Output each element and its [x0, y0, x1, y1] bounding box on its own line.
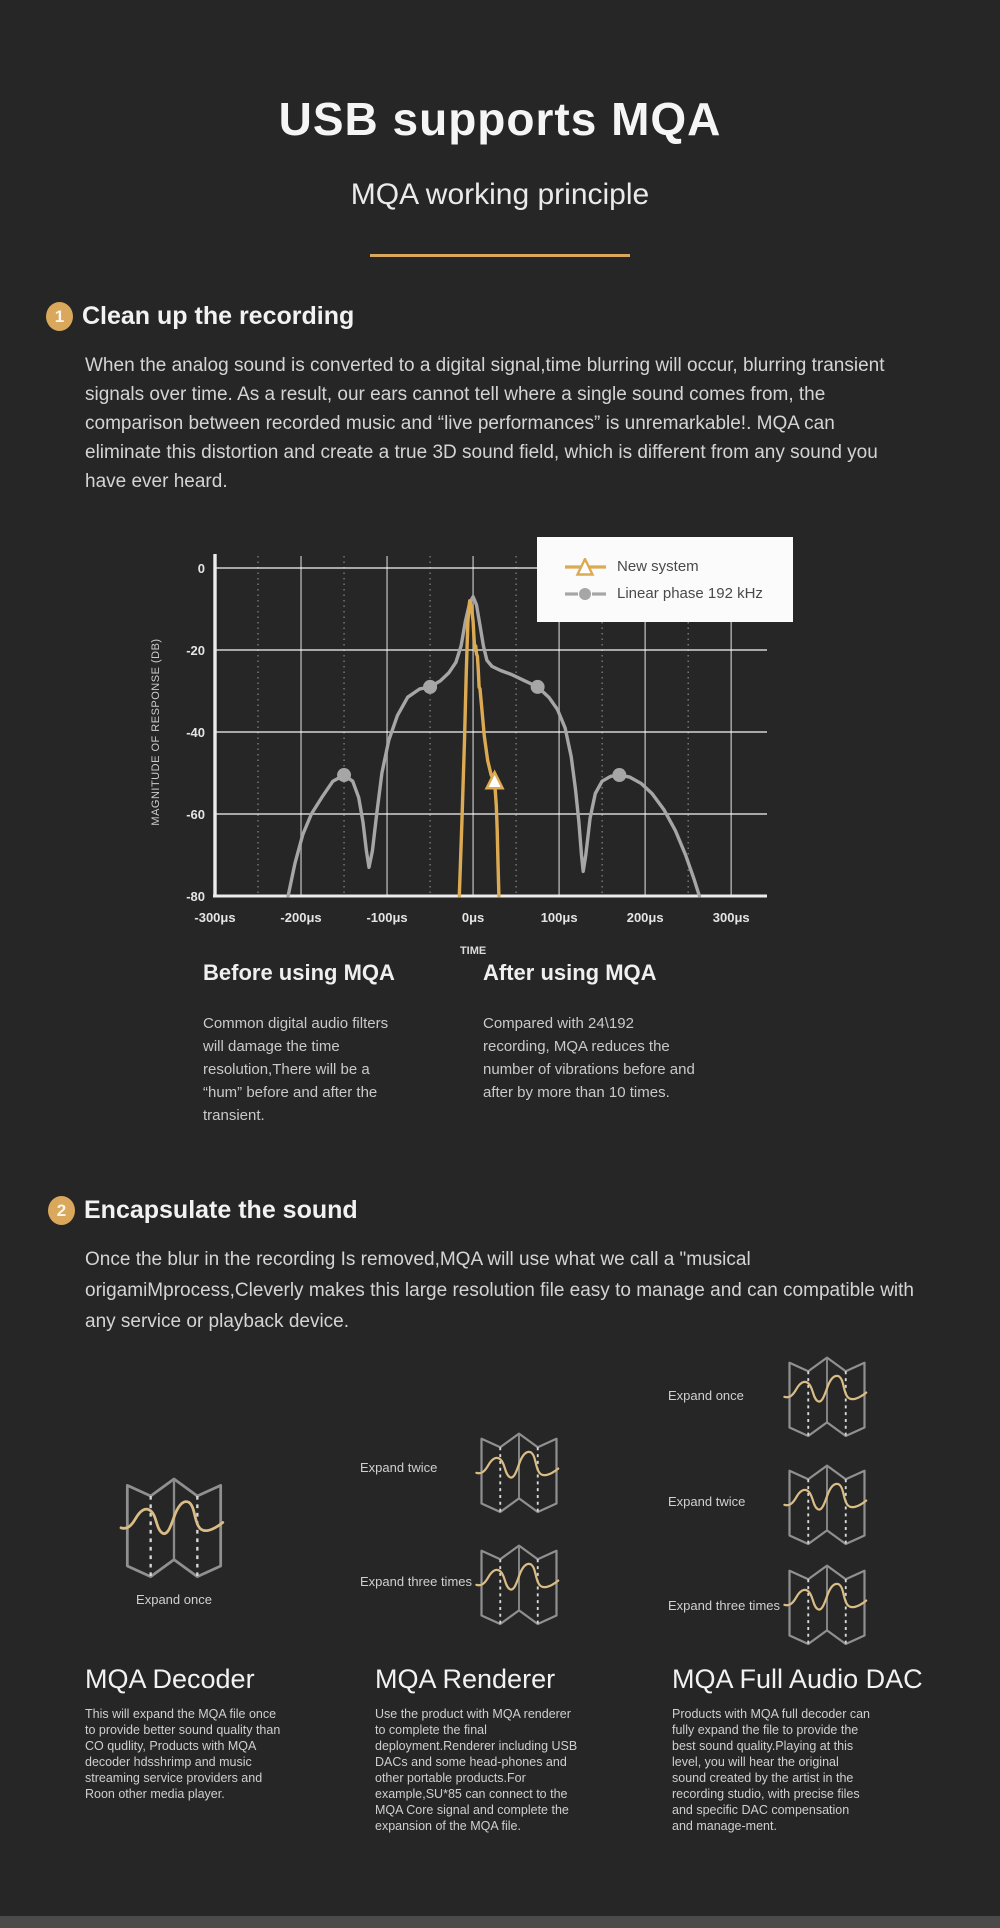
svg-text:300μs: 300μs — [712, 910, 750, 925]
card-decoder-heading: MQA Decoder — [85, 1664, 255, 1694]
svg-text:-60: -60 — [186, 807, 205, 822]
section2-heading: Encapsulate the sound — [84, 1196, 358, 1224]
legend-row — [563, 553, 793, 580]
origami-icon — [112, 1462, 236, 1584]
origami-template — [778, 1552, 876, 1650]
response-chart — [145, 528, 845, 968]
svg-text:-100μs: -100μs — [366, 910, 408, 925]
page-subtitle: MQA working principle — [350, 178, 650, 211]
svg-text:200μs: 200μs — [626, 910, 664, 925]
origami-label: Expand once — [136, 1592, 212, 1607]
origami-icon — [470, 1420, 568, 1518]
svg-text:-40: -40 — [186, 725, 205, 740]
origami-template — [778, 1452, 876, 1550]
card-fulldac-body: Products with MQA full decoder can fully expand the file to provide the best sound quality.Playing at this level, you will hear the original sound created by the artist in the recording studio, with precise files and specific DAC compensation and manage-ment. — [672, 1707, 871, 1833]
origami-label: Expand twice — [668, 1494, 746, 1509]
before-body: Common digital audio filters will damage the time resolution,There will be a “hum” before and after the transient. — [203, 1015, 389, 1124]
origami-label: Expand once — [668, 1388, 744, 1403]
card-decoder-body: This will expand the MQA file once to provide better sound quality than CO qudlity, Products with MQA decoder hdsshrimp and music streaming service providers and Roon other media player. — [85, 1707, 281, 1801]
svg-text:-200μs: -200μs — [280, 910, 322, 925]
page-title: USB supports MQA — [278, 93, 722, 145]
section1-body: When the analog sound is converted to a digital signal,time blurring will occur, blurring transient signals over time. As a result, our ears cannot tell where a single sound comes from, the comparison between recorded music and “live performances” is unremarkable!. MQA can eliminate this distortion and create a true 3D sound field, which is different from any sound you have ever heard. — [85, 355, 885, 492]
svg-text:0μs: 0μs — [461, 910, 485, 925]
svg-text:-20: -20 — [186, 643, 205, 658]
svg-text:-300μs: -300μs — [194, 910, 236, 925]
card-renderer-body: Use the product with MQA renderer to complete the final deployment.Renderer including USB DACs and some head-phones and other portable products.For example,SU*85 can connect to the MQA Core signal and complete the expansion of the MQA file. — [375, 1707, 578, 1833]
section2-number-badge: 2 — [48, 1196, 75, 1225]
svg-text:100μs: 100μs — [540, 910, 578, 925]
section1-heading: Clean up the recording — [82, 302, 355, 330]
origami-icon — [778, 1452, 876, 1550]
card-fulldac-heading: MQA Full Audio DAC — [672, 1664, 923, 1694]
after-body: Compared with 24\192 recording, MQA reduces the number of vibrations before and after by more than 10 times. — [483, 1015, 695, 1101]
legend-label: Linear phase 192 kHz — [617, 585, 763, 602]
origami-label: Expand three times — [360, 1574, 473, 1589]
chart-legend — [537, 537, 793, 622]
section2-body: Once the blur in the recording Is removed,MQA will use what we call a "musical origamiMprocess,Cleverly makes this large resolution file easy to manage and can compatible with any service or playback device. — [85, 1249, 914, 1332]
svg-text:TIME: TIME — [459, 945, 487, 957]
svg-text:0: 0 — [197, 561, 205, 576]
after-heading: After using MQA — [483, 960, 657, 985]
origami-template — [778, 1344, 876, 1442]
svg-text:MAGNITUDE OF RESPONSE (DB): MAGNITUDE OF RESPONSE (DB) — [150, 638, 162, 826]
gold-divider — [370, 254, 630, 257]
origami-label: Expand twice — [360, 1460, 438, 1475]
legend-row — [563, 580, 793, 607]
before-heading: Before using MQA — [203, 960, 395, 985]
origami-template — [112, 1462, 236, 1584]
origami-icon — [470, 1532, 568, 1630]
svg-text:-80: -80 — [186, 889, 205, 904]
legend-label: New system — [617, 558, 699, 575]
origami-icon — [778, 1552, 876, 1650]
triangle-marker-icon — [563, 558, 609, 576]
next-section-edge — [0, 1916, 1000, 1928]
circle-marker-icon — [563, 585, 609, 603]
origami-label: Expand three times — [668, 1598, 781, 1613]
origami-template — [470, 1532, 568, 1630]
origami-icon — [778, 1344, 876, 1442]
card-renderer-heading: MQA Renderer — [375, 1664, 556, 1694]
section1-number-badge: 1 — [46, 302, 73, 331]
origami-template — [470, 1420, 568, 1518]
